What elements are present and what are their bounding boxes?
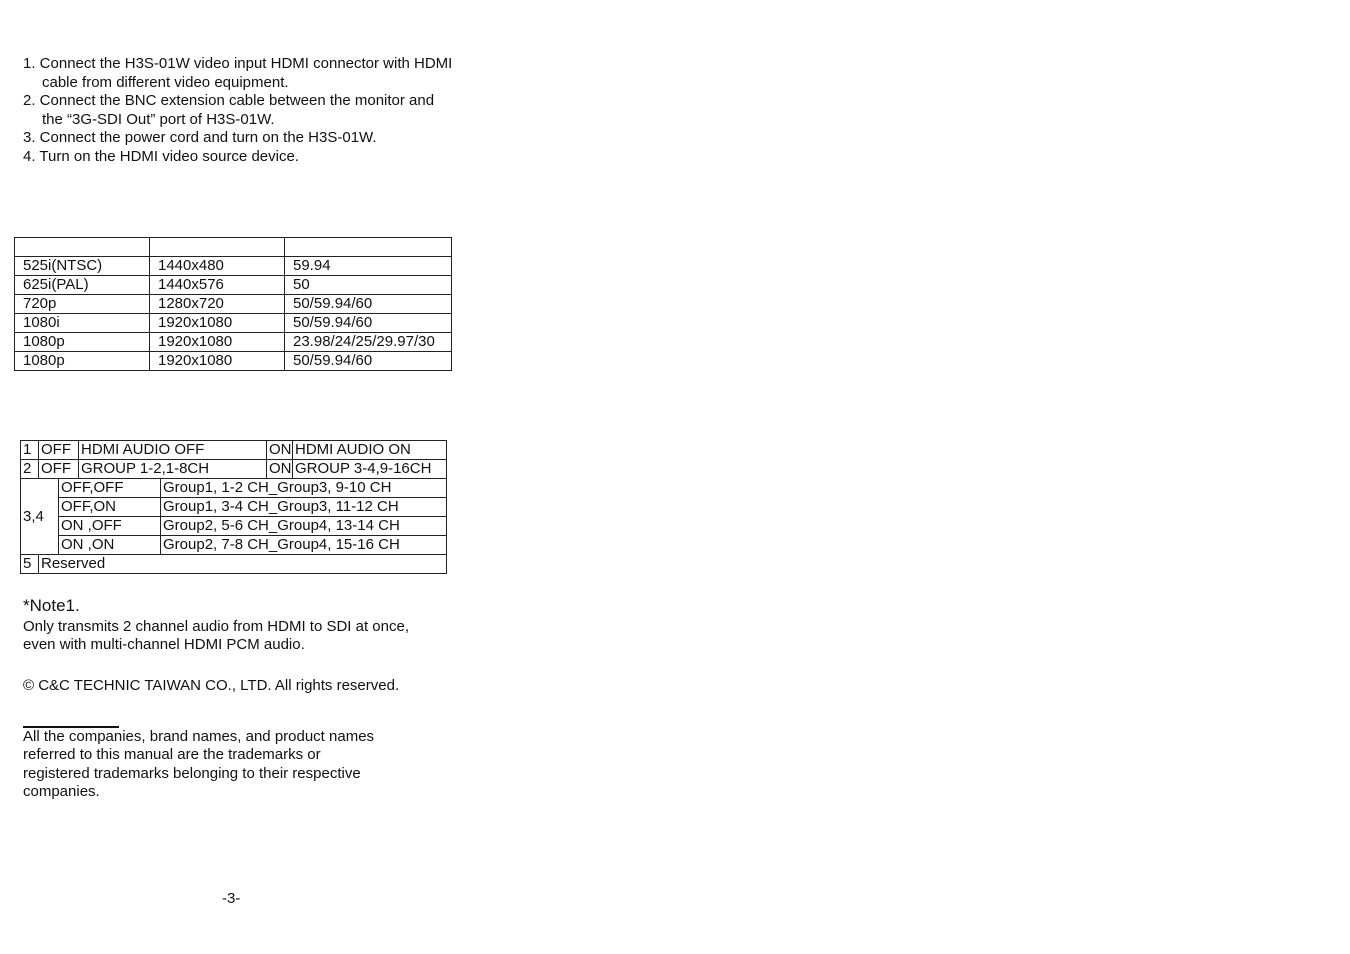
header-cell xyxy=(150,238,285,257)
off-label: OFF xyxy=(39,441,79,460)
resolution-cell: 1280x720 xyxy=(150,295,285,314)
table-row xyxy=(15,295,452,314)
on-label: ON xyxy=(267,441,293,460)
setting-description: Group2, 5-6 CH_Group4, 13-14 CH xyxy=(161,517,447,536)
resolution-table xyxy=(14,237,452,371)
trademark-line: referred to this manual are the trademarks or xyxy=(23,746,321,764)
on-label: ON xyxy=(267,460,293,479)
table-row xyxy=(21,479,447,498)
table-row xyxy=(21,536,447,555)
table-header-row xyxy=(15,238,452,257)
format-cell: 625i(PAL) xyxy=(15,276,150,295)
frame-rate-cell: 59.94 xyxy=(285,257,452,276)
resolution-cell: 1920x1080 xyxy=(150,352,285,371)
format-cell: 1080p xyxy=(15,352,150,371)
format-cell: 720p xyxy=(15,295,150,314)
frame-rate-cell: 50/59.94/60 xyxy=(285,295,452,314)
table-row xyxy=(21,498,447,517)
trademark-line: All the companies, brand names, and product names xyxy=(23,728,375,745)
switch-number: 1 xyxy=(21,441,39,460)
note-title: *Note1. xyxy=(23,596,80,615)
note-line: Only transmits 2 channel audio from HDMI to SDI at once, xyxy=(23,618,409,635)
trademark-line: registered trademarks belonging to their respective xyxy=(23,764,361,782)
format-cell: 1080p xyxy=(15,333,150,352)
table-row xyxy=(15,333,452,352)
header-cell xyxy=(15,238,150,257)
resolution-cell: 1920x1080 xyxy=(150,333,285,352)
setting-description: Group1, 3-4 CH_Group3, 11-12 CH xyxy=(161,498,447,517)
switch-setting: ON ,OFF xyxy=(59,517,161,536)
on-description: HDMI AUDIO ON xyxy=(293,441,447,460)
off-description: GROUP 1-2,1-8CH xyxy=(79,460,267,479)
switch-setting: ON ,ON xyxy=(59,536,161,555)
table-row xyxy=(15,257,452,276)
setting-description: Group1, 1-2 CH_Group3, 9-10 CH xyxy=(161,479,447,498)
setting-description: Reserved xyxy=(39,555,447,574)
note-body xyxy=(23,618,453,654)
switch-number: 2 xyxy=(21,460,39,479)
switch-setting: OFF,ON xyxy=(59,498,161,517)
switch-setting: OFF,OFF xyxy=(59,479,161,498)
switch-number: 3,4 xyxy=(21,479,59,555)
header-cell xyxy=(285,238,452,257)
setting-description: Group2, 7-8 CH_Group4, 15-16 CH xyxy=(161,536,447,555)
step-2: 2. Connect the BNC extension cable between the monitor and the “3G-SDI Out” port of H3S-01W. xyxy=(23,92,435,128)
table-row xyxy=(15,314,452,333)
resolution-cell: 1440x576 xyxy=(150,276,285,295)
resolution-cell: 1920x1080 xyxy=(150,314,285,333)
step-4: 4. Turn on the HDMI video source device. xyxy=(23,147,299,165)
table-row xyxy=(21,517,447,536)
off-description: HDMI AUDIO OFF xyxy=(79,441,267,460)
trademark-line: companies. xyxy=(23,782,100,800)
frame-rate-cell: 50 xyxy=(285,276,452,295)
resolution-cell: 1440x480 xyxy=(150,257,285,276)
frame-rate-cell: 50/59.94/60 xyxy=(285,314,452,333)
format-cell: 1080i xyxy=(15,314,150,333)
table-row xyxy=(15,276,452,295)
page-number: -3- xyxy=(222,890,241,907)
off-label: OFF xyxy=(39,460,79,479)
table-row xyxy=(15,352,452,371)
frame-rate-cell: 23.98/24/25/29.97/30 xyxy=(285,333,452,352)
trademark-notice xyxy=(23,728,423,801)
on-description: GROUP 3-4,9-16CH xyxy=(293,460,447,479)
frame-rate-cell: 50/59.94/60 xyxy=(285,352,452,371)
note-line: even with multi-channel HDMI PCM audio. xyxy=(23,636,305,653)
table-row xyxy=(21,555,447,574)
connection-steps xyxy=(23,55,453,166)
format-cell: 525i(NTSC) xyxy=(15,257,150,276)
switch-number: 5 xyxy=(21,555,39,574)
table-row xyxy=(21,441,447,460)
copyright-notice: © C&C TECHNIC TAIWAN CO., LTD. All rights reserved. xyxy=(23,677,400,694)
dip-switch-table xyxy=(20,440,447,574)
step-1: 1. Connect the H3S-01W video input HDMI connector with HDMI cable from different video equipment. xyxy=(23,55,453,91)
table-row xyxy=(21,460,447,479)
step-3: 3. Connect the power cord and turn on the H3S-01W. xyxy=(23,129,377,146)
